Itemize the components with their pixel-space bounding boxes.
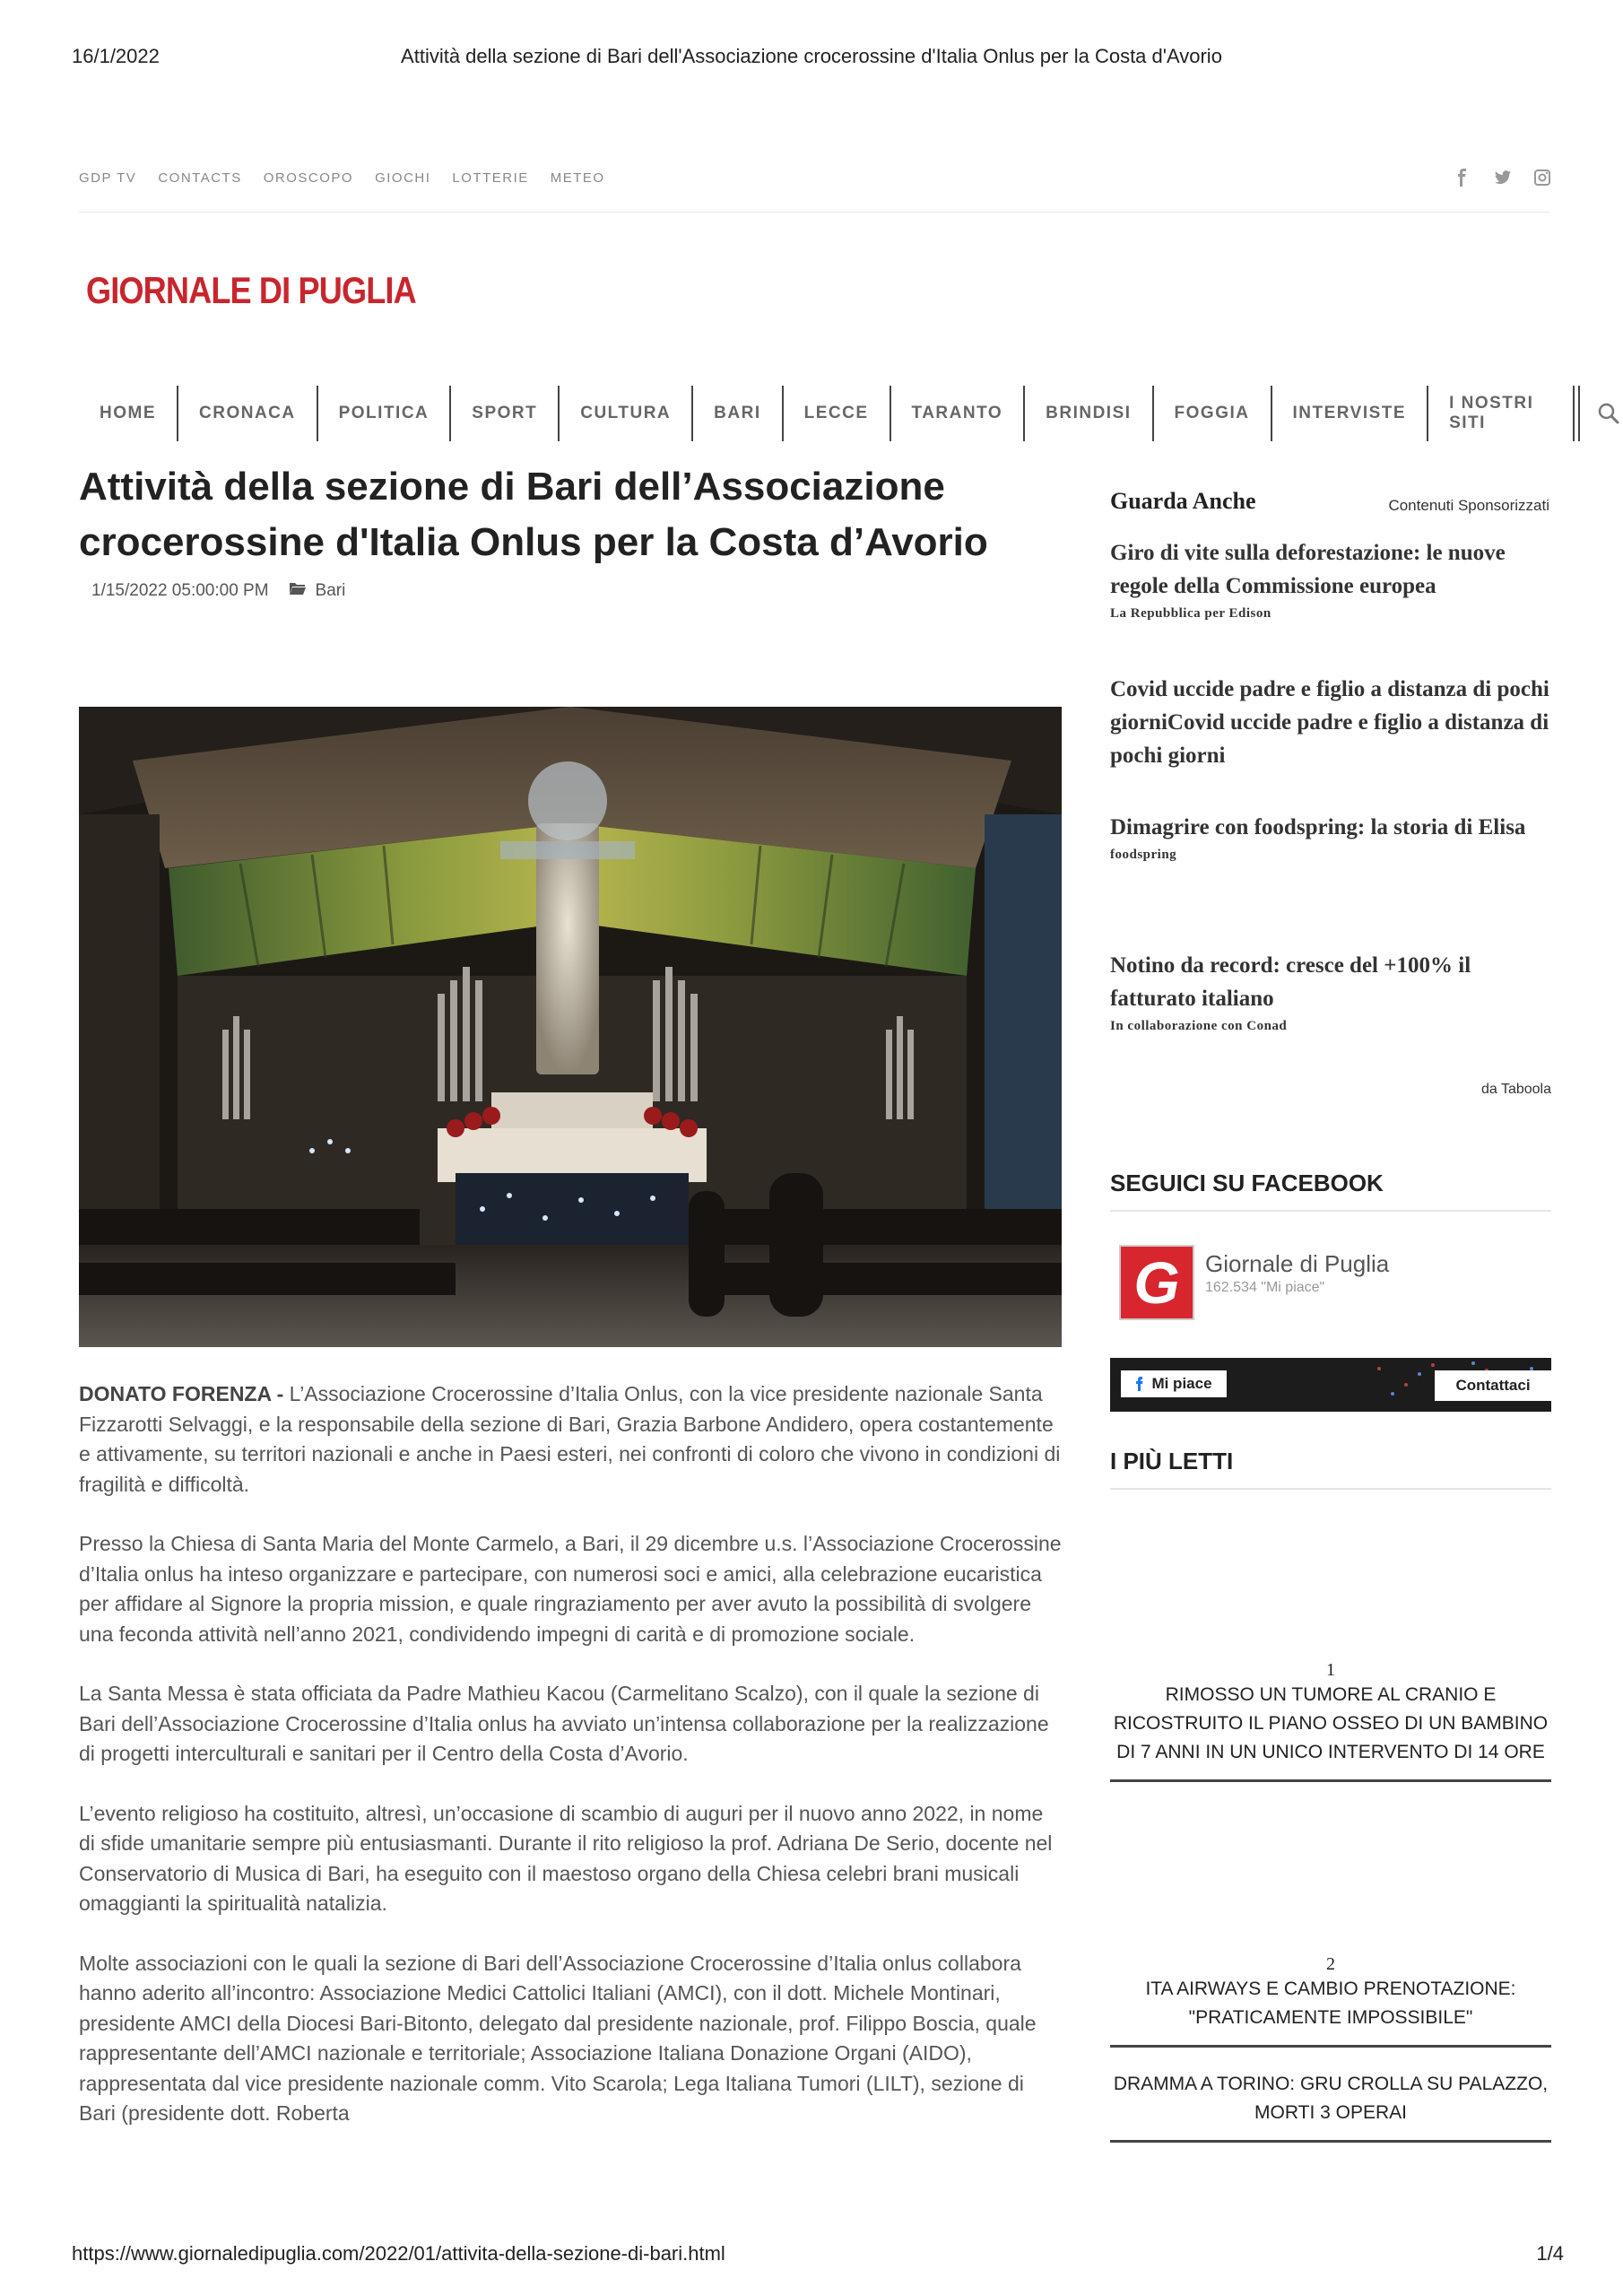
search-icon[interactable] <box>1594 398 1623 429</box>
sponsored-title[interactable]: Giro di vite sulla deforestazione: le nuove regole della Commissione europea <box>1110 541 1506 598</box>
facebook-page-box[interactable] <box>1119 1245 1389 1320</box>
article-datetime: 1/15/2022 05:00:00 PM <box>91 581 269 600</box>
facebook-page-logo[interactable]: G <box>1119 1245 1194 1320</box>
print-page-number: 1/4 <box>1536 2242 1564 2265</box>
sponsored-source: La Repubblica per Edison <box>1110 606 1271 621</box>
taboola-credit[interactable]: da Taboola <box>1481 1082 1551 1097</box>
sponsored-title[interactable]: Dimagrire con foodspring: la storia di Elisa <box>1110 815 1526 839</box>
most-read-item[interactable] <box>1110 2070 1551 2143</box>
toplink-meteo[interactable]: METEO <box>550 170 605 186</box>
sponsored-title[interactable]: Covid uccide padre e figlio a distanza di pochi giorniCovid uccide padre e figlio a distanza di pochi giorni <box>1110 677 1549 768</box>
toplink-lotterie[interactable]: LOTTERIE <box>452 170 529 186</box>
most-read-link[interactable]: DRAMMA A TORINO: GRU CROLLA SU PALAZZO, MORTI 3 OPERAI <box>1113 2074 1549 2123</box>
nav-lecce[interactable]: LECCE <box>784 386 891 441</box>
nav-divider <box>1578 386 1581 441</box>
nav-sport[interactable]: SPORT <box>451 386 560 441</box>
nav-taranto[interactable]: TARANTO <box>891 386 1026 441</box>
guarda-anche-title: Guarda Anche <box>1110 488 1256 514</box>
print-url: https://www.giornaledipuglia.com/2022/01/attivita-della-sezione-di-bari.html <box>72 2242 725 2265</box>
toplink-gdp-tv[interactable]: GDP TV <box>79 170 137 186</box>
top-links <box>79 170 605 186</box>
sponsored-item[interactable] <box>1110 811 1551 863</box>
main-nav <box>79 386 1623 441</box>
most-read-link[interactable]: RIMOSSO UN TUMORE AL CRANIO E RICOSTRUITO IL PIANO OSSEO DI UN BAMBINO DI 7 ANNI IN UN UNICO INTERVENTO DI 14 ORE <box>1113 1684 1549 1762</box>
sponsored-source: foodspring <box>1110 848 1177 862</box>
facebook-page-name[interactable]: Giornale di Puglia <box>1205 1250 1390 1277</box>
article-paragraph: L’evento religioso ha costituito, altresì, un’occasione di scambio di auguri per il nuovo anno 2022, in nome di sfide umanitarie sempre più entusiasmanti. Durante il rito religioso la prof. Adriana De Serio, docente nel Conservatorio di Musica di Bari, ha eseguito con il maestoso organo della Chiesa celebri brani musicali omaggianti la spiritualità natalizia. <box>79 1801 1053 1915</box>
article-body <box>79 1379 1062 2159</box>
facebook-like-button[interactable]: Mi piace <box>1121 1370 1227 1397</box>
article-headline: Attività della sezione di Bari dell’Associazione crocerossine d'Italia Onlus per la Costa d’Avorio <box>79 465 988 564</box>
facebook-contact-button[interactable]: Contattaci <box>1435 1370 1551 1401</box>
article-meta <box>91 581 345 601</box>
print-date: 16/1/2022 <box>72 45 160 67</box>
most-read-rank: 1 <box>1326 1660 1335 1680</box>
article-paragraph: La Santa Messa è stata officiata da Padre Mathieu Kacou (Carmelitano Scalzo), con il quale la sezione di Bari dell’Associazione Crocerossine d’Italia onlus ha avviato un’intensa collaborazione per la realizzazione di progetti interculturali e sanitari per il Centro della Costa d’Avorio. <box>79 1682 1049 1765</box>
instagram-icon[interactable] <box>1533 169 1549 187</box>
sponsored-item[interactable] <box>1110 673 1551 772</box>
print-title: Attività della sezione di Bari dell'Associazione crocerossine d'Italia Onlus per la Costa d'Avorio <box>401 45 1222 67</box>
nav-cultura[interactable]: CULTURA <box>560 386 693 441</box>
most-read-item[interactable] <box>1110 1659 1551 1782</box>
nav-foggia[interactable]: FOGGIA <box>1154 386 1272 441</box>
facebook-cover-banner <box>1110 1358 1551 1412</box>
article-byline: DONATO FORENZA - <box>79 1382 290 1405</box>
nav-i-nostri-siti[interactable]: I NOSTRI SITI <box>1428 386 1575 441</box>
sponsored-source: In collaborazione con Conad <box>1110 1019 1288 1033</box>
sponsored-item[interactable] <box>1110 536 1551 622</box>
article-paragraph: DONATO FORENZA - L’Associazione Crocerossine d’Italia Onlus, con la vice presidente nazionale Santa Fizzarotti Selvaggi, e la responsabile della sezione di Bari, Grazia Barbone Andidero, opera costantemente e attivamente, su territori nazionali e anche in Paesi esteri, nei confronti di coloro che vivono in condizioni di fragilità e difficoltà. <box>79 1382 1061 1496</box>
toplink-giochi[interactable]: GIOCHI <box>375 170 431 186</box>
nav-brindisi[interactable]: BRINDISI <box>1025 386 1153 441</box>
sponsored-title[interactable]: Notino da record: cresce del +100% il fatturato italiano <box>1110 953 1471 1011</box>
sponsored-label: Contenuti Sponsorizzati <box>1388 497 1549 514</box>
most-read-link[interactable]: ITA AIRWAYS E CAMBIO PRENOTAZIONE: "PRATICAMENTE IMPOSSIBILE" <box>1145 1979 1516 2028</box>
facebook-like-count: 162.534 "Mi piace" <box>1205 1280 1325 1295</box>
article-paragraph: Presso la Chiesa di Santa Maria del Monte Carmelo, a Bari, il 29 dicembre u.s. l’Associazione Crocerossine d’Italia onlus ha inteso organizzare e partecipare, con numerosi soci e amici, alla celebrazione eucaristica per affidare al Signore la propria mission, e quale ringraziamento per aver avuto la possibilità di svolgere una feconda attività nell’anno 2021, condividendo impegni di carità e di promozione sociale. <box>79 1532 1062 1646</box>
nav-cronaca[interactable]: CRONACA <box>178 386 318 441</box>
facebook-icon <box>1135 1377 1144 1391</box>
facebook-widget-title: SEGUICI SU FACEBOOK <box>1110 1170 1551 1212</box>
most-read-rank: 2 <box>1326 1954 1335 1974</box>
facebook-icon[interactable] <box>1454 169 1471 187</box>
toplink-oroscopo[interactable]: OROSCOPO <box>263 170 354 186</box>
twitter-icon[interactable] <box>1494 169 1510 187</box>
sponsored-item[interactable] <box>1110 949 1551 1034</box>
folder-icon <box>289 581 307 601</box>
nav-bari[interactable]: BARI <box>693 386 783 441</box>
article-paragraph: Molte associazioni con le quali la sezione di Bari dell’Associazione Crocerossine d’Italia onlus collabora hanno aderito all’incontro: Associazione Medici Cattolici Italiani (AMCI), con il dott. Michele Montinari, presidente AMCI della Diocesi Bari-Bitonto, delegato dal presidente nazionale, prof. Filippo Boscia, quale rappresentante dell’AMCI nazionale e territoriale; Associazione Italiana Donazione Organi (AIDO), rappresentata dal vice presidente nazionale comm. Vito Scarola; Lega Italiana Tumori (LILT), sezione di Bari (presidente dott. Roberta <box>79 1951 1037 2125</box>
toplink-contacts[interactable]: CONTACTS <box>158 170 242 186</box>
most-read-title: I PIÙ LETTI <box>1110 1448 1551 1490</box>
most-read-item[interactable] <box>1110 1953 1551 2048</box>
article-photo <box>79 707 1062 1347</box>
nav-politica[interactable]: POLITICA <box>318 386 452 441</box>
top-bar <box>79 169 1549 213</box>
nav-interviste[interactable]: INTERVISTE <box>1272 386 1429 441</box>
social-links <box>1454 169 1549 187</box>
site-logo[interactable]: GIORNALE DI PUGLIA <box>86 269 416 311</box>
article-category[interactable]: Bari <box>315 581 346 600</box>
nav-home[interactable]: HOME <box>79 386 178 441</box>
